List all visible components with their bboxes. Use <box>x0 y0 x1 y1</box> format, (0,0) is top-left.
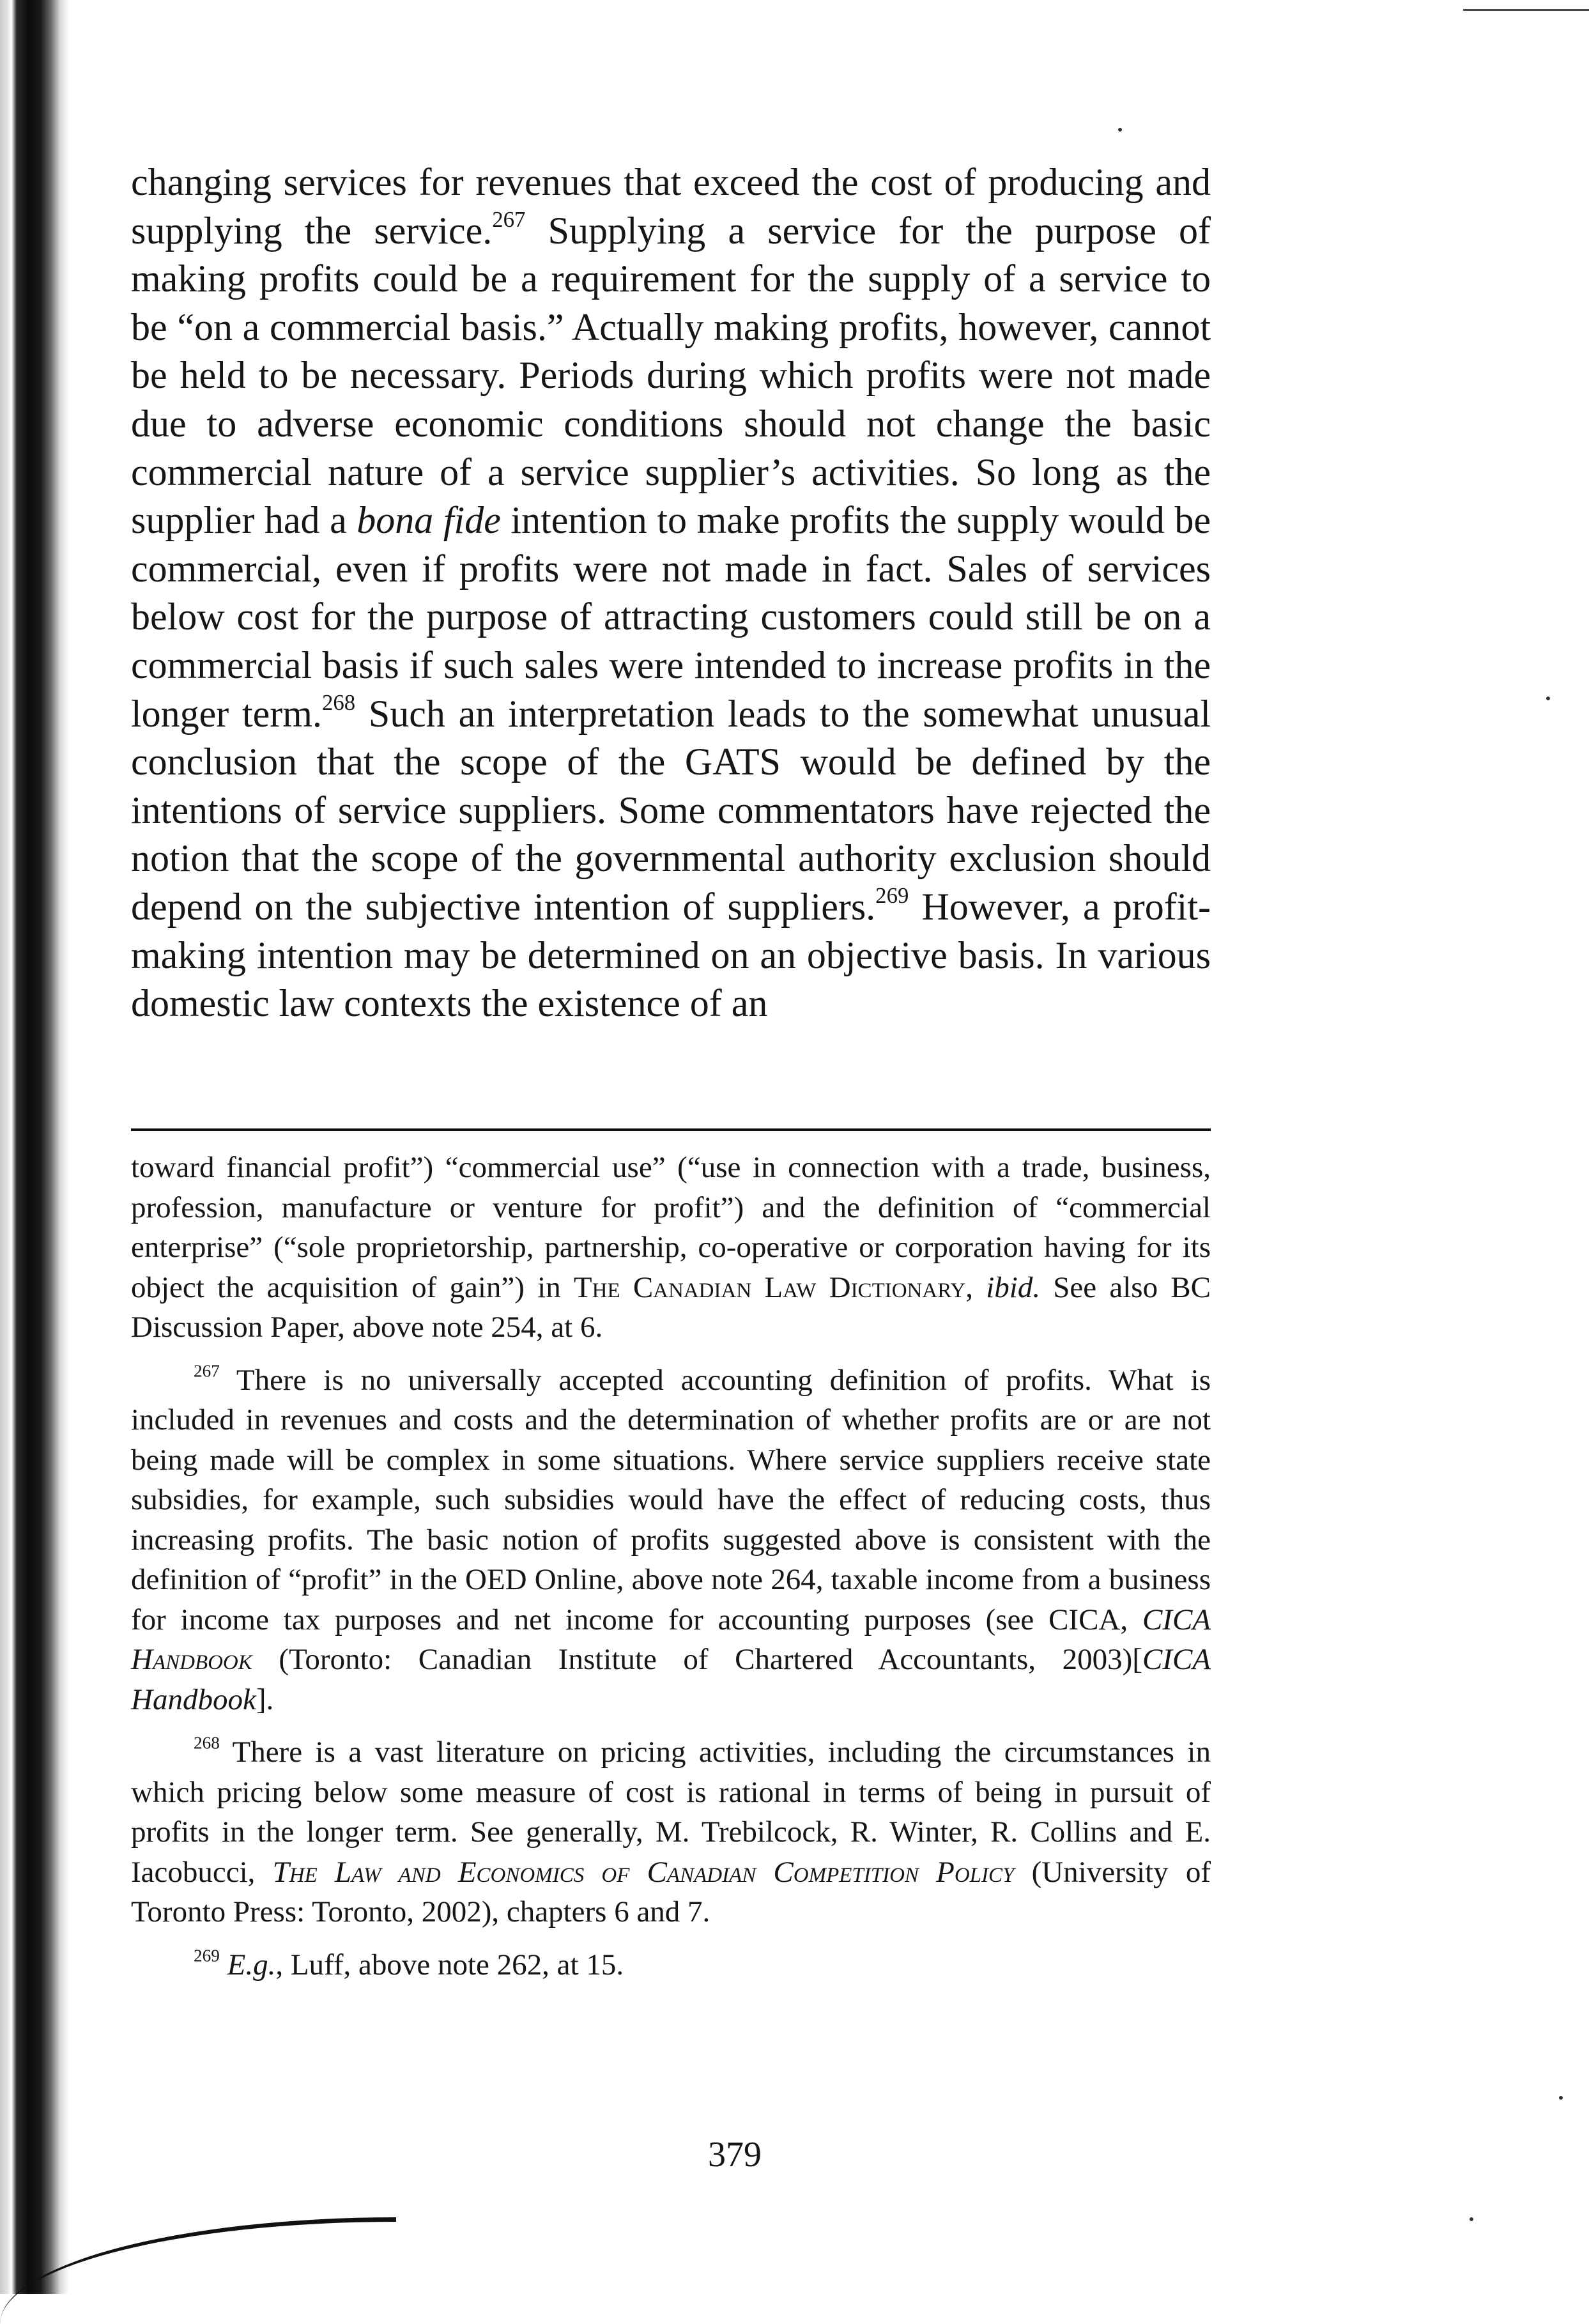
footnote-divider <box>131 1128 1211 1131</box>
footnote-269: $^{269}$ E.g., Luff, above note 262, at 15. <box>194 1946 624 1982</box>
footnote-ref-269: 269 <box>875 882 909 908</box>
footnote-268: $^{268}$ There is a vast literature on pricing activities, including the circumstances in which pricing below some measure of cost is rational in terms of being in pursuit of profits in the longer term. See generally, M. Trebilcock, R. Winter, R. Collins and E. Iacobucci, The Law and Economics of Canadian Competition Policy (University of Toronto Press: Toronto, 2002), chapters 6 and 7. <box>131 1733 1211 1928</box>
body-text-3: intention to make profits the supply would be commercial, even if profits were not made in fact. Sales of services below cost for the purpose of attracting customers could still be on a commercial basis if such sales were intended to increase profits in the longer term. <box>131 499 1211 735</box>
footnote-267: $^{267}$ There is no universally accepted accounting definition of profits. What is included in revenues and costs and the determination of whether profits are or are not being made will be complex in some situations. Where service suppliers receive state subsidies, for example, such subsidies would have the effect of reducing costs, thus increasing profits. The basic notion of profits suggested above is consistent with the definition of “profit” in the OED Online, above note 264, taxable income from a business for income tax purposes and net income for accounting purposes (see CICA, CICA Handbook (Toronto: Canadian Institute of Chartered Accountants, 2003)[CICA Handbook]. <box>131 1361 1211 1716</box>
footnote-ref-267: 267 <box>492 206 526 232</box>
scan-speck <box>1470 2217 1473 2221</box>
scan-speck <box>1546 696 1550 700</box>
book-title-cica-handbook: CICA Handbook <box>131 1603 1211 1676</box>
footnotes-section <box>131 1148 1211 1997</box>
page-binding-shadow <box>0 0 75 2294</box>
book-title-canadian-law-dictionary: The Canadian Law Dictionary <box>573 1270 966 1304</box>
footnote-number-267: 267 <box>194 1361 220 1381</box>
footnote-number-268: 268 <box>194 1733 220 1753</box>
footnote-number-269: 269 <box>194 1946 220 1966</box>
body-paragraph <box>131 158 1211 1028</box>
eg-italic: E.g. <box>227 1948 276 1982</box>
body-text-5: However, a profit-making intention may be determined on an objective basis. In various domestic law contexts the existence of an <box>131 885 1211 1025</box>
body-text-2: Supplying a service for the purpose of making profits could be a requirement for the supply of a service to be “on a commercial basis.” Actually making profits, however, cannot be held to be necessary. Periods during which profits were not made due to adverse economic conditions should not change the basic commercial nature of a service supplier’s activities. So long as the supplier had a <box>131 209 1211 542</box>
body-text-1: changing services for revenues that exceed the cost of producing and supplying the service. <box>131 161 1211 252</box>
footnote-continuation: toward financial profit”) “commercial use” (“use in connection with a trade, business, profession, manufacture or venture for profit”) and the definition of “commercial enterprise” (“sole proprietorship, partnership, co-operative or corporation having for its object the acquisition of gain”) in The Canadian Law Dictionary, ibid. See also BC Discussion Paper, above note 254, at 6. <box>131 1151 1211 1344</box>
short-title-cica-handbook: CICA Handbook <box>131 1643 1211 1716</box>
ibid-italic: ibid. <box>986 1270 1041 1304</box>
body-text-4: Such an interpretation leads to the somewhat unusual conclusion that the scope of the GATS would be defined by the intentions of service suppliers. Some commentators have rejected the notion that the scope of the governmental authority exclusion should depend on the subjective intention of suppliers. <box>131 692 1211 928</box>
footnote-ref-268: 268 <box>321 689 356 715</box>
body-italic-bona-fide: bona fide <box>357 499 501 542</box>
page-number: 379 <box>708 2135 762 2174</box>
book-title-law-and-economics: The Law and Economics of Canadian Competition Policy <box>272 1855 1015 1889</box>
scan-speck <box>1118 128 1122 132</box>
scan-speck <box>1559 2096 1563 2100</box>
scan-edge-line <box>1463 9 1589 11</box>
